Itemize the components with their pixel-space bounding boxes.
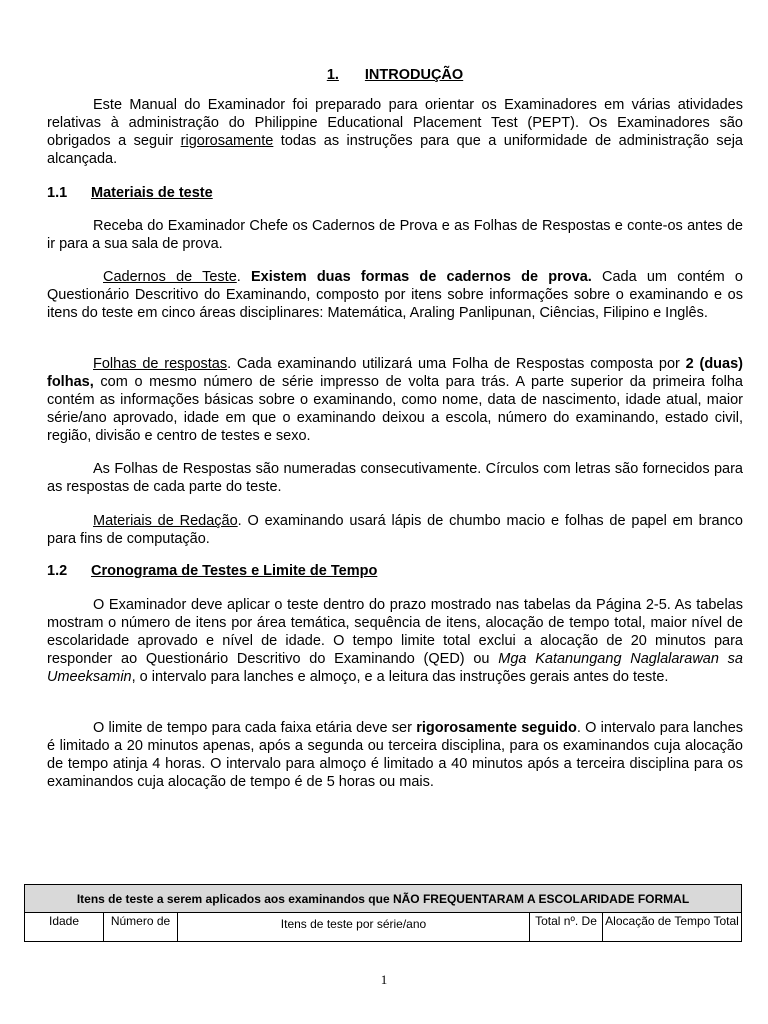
table-header-row — [25, 913, 741, 941]
section-heading-1-1: 1.1 Materiais de teste — [47, 185, 213, 201]
paragraph-limite-tempo: O limite de tempo para cada faixa etária deve ser rigorosamente seguido. O intervalo para lanches é limitado a 20 minutos apenas, após a segunda ou terceira disciplina, para os examinandos cuja alocação de tempo atinja 4 horas. O intervalo para almoço é limitado a 40 minutos após a terceira disciplina para os examinandos cuja alocação de tempo é de 5 horas ou mais. — [47, 720, 744, 790]
column-header-itens: Itens de teste por série/ano — [178, 913, 530, 941]
column-header-idade: Idade — [25, 913, 104, 941]
paragraph-receba: Receba do Examinador Chefe os Cadernos de Prova e as Folhas de Respostas e conte-os antes de ir para a sua sala de prova. — [47, 218, 743, 252]
page-number: 1 — [380, 972, 388, 987]
table-title: Itens de teste a serem aplicados aos examinandos que NÃO FREQUENTARAM A ESCOLARIDADE FORMAL — [25, 885, 741, 913]
test-items-table — [24, 884, 742, 942]
term-folhas: Folhas de respostas — [93, 356, 228, 372]
main-heading-number: 1. — [326, 67, 339, 83]
column-header-numero: Número de — [104, 913, 178, 941]
section-heading-1-2: 1.2 Cronograma de Testes e Limite de Tempo — [47, 563, 378, 579]
main-heading-title: INTRODUÇÃO — [364, 67, 464, 83]
underlined-word: rigorosamente — [180, 133, 274, 149]
paragraph-examinador-deve: O Examinador deve aplicar o teste dentro do prazo mostrado nas tabelas da Página 2-5. As tabelas mostram o número de itens por área temática, sequência de itens, alocação de tempo total, maior nível de escolaridade aprovado e nível de idade. O tempo limite total exclui a alocação de 20 minutos para responder ao Questionário Descritivo do Examinando (QED) ou Mga Katanungang Naglalarawan sa Umeeksamin, o intervalo para lanches e almoço, e a leitura das instruções gerais antes do teste. — [47, 597, 743, 685]
column-header-alocacao: Alocação de Tempo Total — [605, 914, 739, 928]
paragraph-cadernos: Cadernos de Teste. Existem duas formas de cadernos de prova. Cada um contém o Questionário Descritivo do Examinando, composto por itens sobre informações sobre o examinando e os itens do teste em cinco áreas disciplinares: Matemática, Araling Panlipunan, Ciências, Filipino e Inglês. — [47, 269, 744, 321]
main-heading — [47, 67, 743, 83]
intro-paragraph: Este Manual do Examinador foi preparado para orientar os Examinadores em várias atividades relativas à administração do Philippine Educational Placement Test (PEPT). Os Examinadores são obrigados a seguir rigorosamente todas as instruções para que a uniformidade de administração seja alcançada. — [47, 97, 743, 167]
term-cadernos: Cadernos de Teste — [103, 269, 237, 285]
paragraph-numeradas: As Folhas de Respostas são numeradas consecutivamente. Círculos com letras são fornecidos para as respostas de cada parte do teste. — [47, 461, 743, 495]
paragraph-materiais-redacao: Materiais de Redação. O examinando usará lápis de chumbo macio e folhas de papel em branco para fins de computação. — [47, 513, 743, 547]
column-header-total: Total nº. De — [530, 913, 603, 941]
paragraph-folhas: Folhas de respostas. Cada examinando utilizará uma Folha de Respostas composta por 2 (duas) folhas, com o mesmo número de série impresso de volta para trás. A parte superior da primeira folha contém as informações básicas sobre o examinando, como nome, data de nascimento, idade atual, maior série/ano aprovado, idade em que o examinando deixou a escola, número do examinando, estado civil, região, divisão e centro de testes e sexo. — [47, 356, 743, 444]
term-materiais-redacao: Materiais de Redação — [93, 513, 238, 529]
